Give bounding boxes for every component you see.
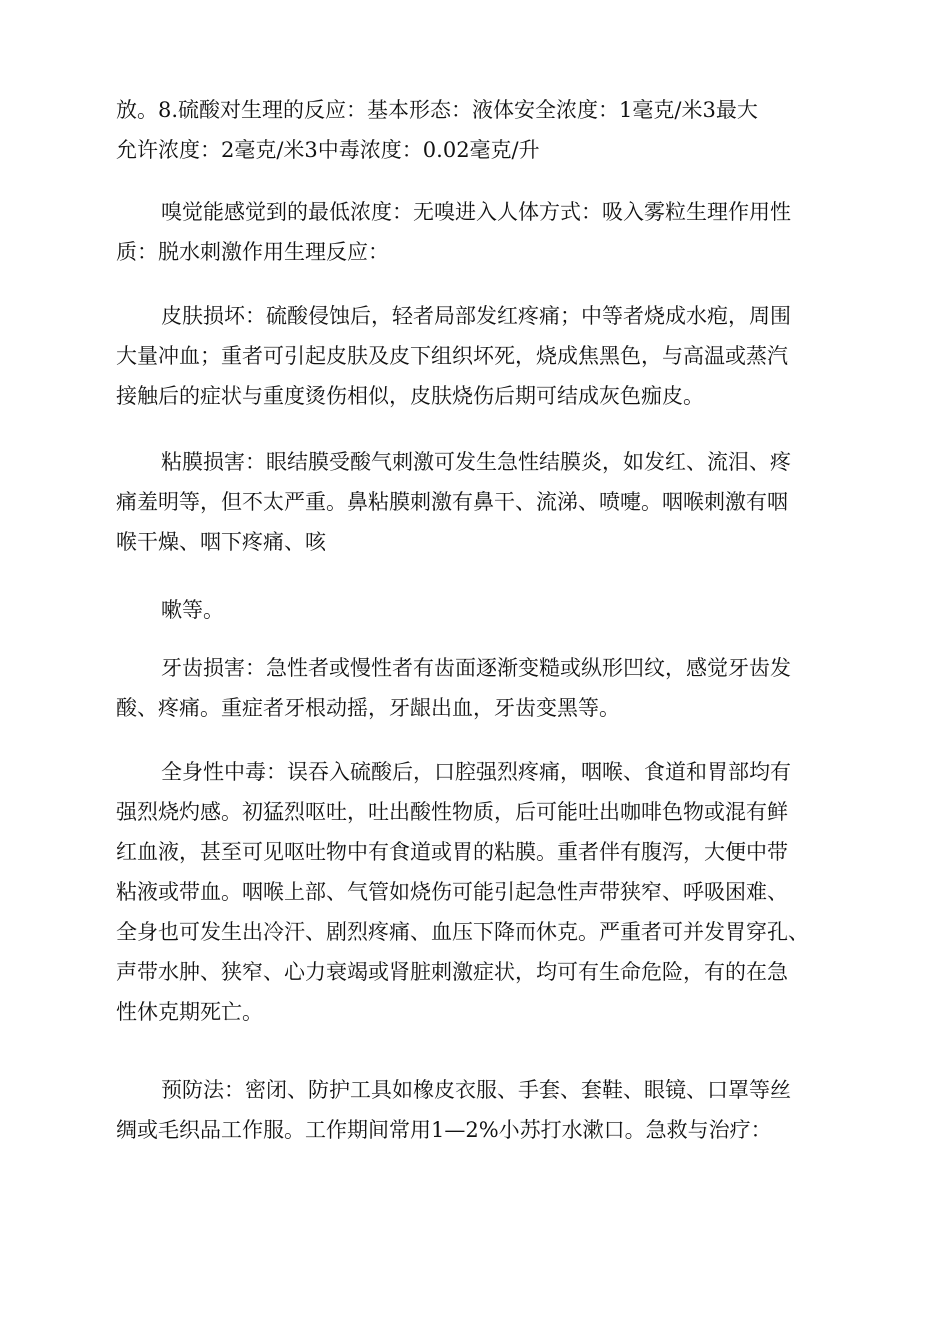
text-line: 大量冲血；重者可引起皮肤及皮下组织坏死，烧成焦黑色，与高温或蒸汽 bbox=[116, 344, 788, 368]
text-line: 酸、疼痛。重症者牙根动摇，牙龈出血，牙齿变黑等。 bbox=[116, 696, 620, 720]
paragraph-tooth-damage bbox=[116, 648, 836, 728]
text-line: 绸或毛织品工作服。工作期间常用1—2%小苏打水漱口。急救与治疗： bbox=[116, 1118, 772, 1142]
text-line: 粘膜损害：眼结膜受酸气刺激可发生急性结膜炎，如发红、流泪、疼 bbox=[161, 450, 791, 474]
text-line: 强烈烧灼感。初猛烈呕吐，吐出酸性物质，后可能吐出咖啡色物或混有鲜 bbox=[116, 800, 788, 824]
paragraph-physiological-reaction bbox=[116, 90, 836, 170]
paragraph-skin-damage bbox=[116, 296, 836, 416]
text-line: 红血液，甚至可见呕吐物中有食道或胃的粘膜。重者伴有腹泻，大便中带 bbox=[116, 840, 788, 864]
paragraph-prevention bbox=[116, 1070, 836, 1150]
paragraph-odor-threshold bbox=[116, 192, 836, 272]
text-line: 质：脱水刺激作用生理反应： bbox=[116, 240, 389, 264]
text-line: 嗽等。 bbox=[161, 598, 224, 622]
text-line: 允许浓度：2毫克/米3中毒浓度：0.02毫克/升 bbox=[116, 138, 540, 162]
text-line: 牙齿损害：急性者或慢性者有齿面逐渐变糙或纵形凹纹，感觉牙齿发 bbox=[161, 656, 791, 680]
text-line: 声带水肿、狭窄、心力衰竭或肾脏刺激症状，均可有生命危险，有的在急 bbox=[116, 960, 788, 984]
text-line: 全身也可发生出冷汗、剧烈疼痛、血压下降而休克。严重者可并发胃穿孔、 bbox=[116, 920, 809, 944]
paragraph-systemic-poisoning bbox=[116, 752, 836, 1032]
text-line: 预防法：密闭、防护工具如橡皮衣服、手套、套鞋、眼镜、口罩等丝 bbox=[161, 1078, 791, 1102]
text-line: 性休克期死亡。 bbox=[116, 1000, 263, 1024]
text-line: 接触后的症状与重度烫伤相似，皮肤烧伤后期可结成灰色痂皮。 bbox=[116, 384, 704, 408]
paragraph-cough-continuation bbox=[116, 590, 836, 630]
text-line: 痛羞明等，但不太严重。鼻粘膜刺激有鼻干、流涕、喷嚏。咽喉刺激有咽 bbox=[116, 490, 788, 514]
text-line: 粘液或带血。咽喉上部、气管如烧伤可能引起急性声带狭窄、呼吸困难、 bbox=[116, 880, 788, 904]
text-line: 全身性中毒：误吞入硫酸后，口腔强烈疼痛，咽喉、食道和胃部均有 bbox=[161, 760, 791, 784]
text-line: 嗅觉能感觉到的最低浓度：无嗅进入人体方式：吸入雾粒生理作用性 bbox=[161, 200, 791, 224]
text-line: 放。8.硫酸对生理的反应：基本形态：液体安全浓度：1毫克/米3最大 bbox=[116, 98, 758, 122]
text-line: 皮肤损坏：硫酸侵蚀后，轻者局部发红疼痛；中等者烧成水疱，周围 bbox=[161, 304, 791, 328]
paragraph-mucosa-damage bbox=[116, 442, 836, 562]
text-line: 喉干燥、咽下疼痛、咳 bbox=[116, 530, 326, 554]
